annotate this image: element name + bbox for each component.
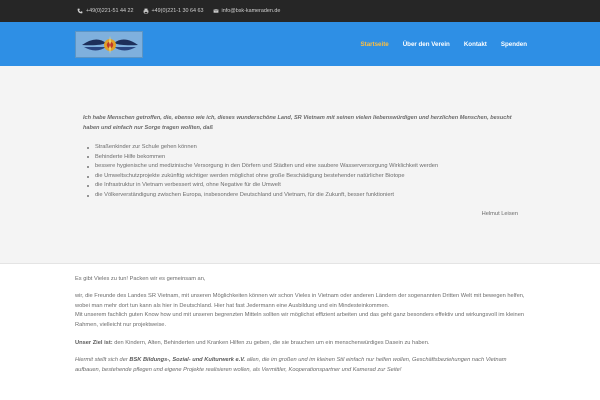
quote-section (0, 66, 600, 264)
nav-spenden[interactable]: Spenden (500, 40, 527, 48)
email-contact[interactable] (213, 8, 281, 14)
fax-number: +49(0)221-1 30 64 63 (151, 8, 204, 14)
phone-contact[interactable] (77, 8, 134, 14)
list-item: Behinderte Hilfe bekommen (86, 153, 526, 163)
main-content (75, 275, 525, 384)
envelope-icon (213, 8, 219, 14)
fax-icon (143, 8, 149, 14)
main-navbar (0, 22, 600, 66)
list-item: die Infrastruktur in Vietnam verbessert wird, ohne Negative für die Umwelt (86, 181, 526, 191)
phone-number: +49(0)221-51 44 22 (86, 8, 134, 14)
list-item: bessere hygienische und medizinische Versorgung in den Dörfern und Städten und eine saubere Wasserversorgung Wirklichkeit werden (86, 162, 526, 172)
quote-text: Ich habe Menschen getroffen, die, ebenso wie ich, dieses wunderschöne Land, SR Vietnam mit seinen vielen liebenswürdigen und herzlichen Menschen, besucht haben und einfach nur Sorge tragen wollten, daß (83, 115, 512, 131)
closing-pre: Hiermit stellt sich der (75, 357, 130, 364)
site-logo[interactable] (75, 31, 143, 58)
paragraph (75, 292, 525, 330)
phone-icon (77, 8, 83, 14)
paragraph-text: wir, die Freunde des Landes SR Vietnam, mit unseren Möglichkeiten können wir schon Vieles in Vietnam oder anderen Ländern der sogenannten Dritten Welt mit bewegen helfen, wobei man mehr dort tun kann als hier in Deutschland. Hier hat fast Jedermann eine Ausbildung und ein Mindesteinkommen. (75, 293, 525, 309)
list-item: die Völkerverständigung zwischen Europa, insbesondere Deutschland und Vietnam, für die Zukunft, besser funktioniert (86, 191, 526, 201)
goal-label: Unser Ziel ist: (75, 339, 113, 346)
closing-post: allen, die im großen und im kleinen Stil einfach nur helfen wollen, Geschäftsbeziehungen nach Vietnam aufbauen, bestehende pflegen und eigene Projekte realisieren wollen, als Vermittler, Kooperationspartner und Kamerad zur Seite! (75, 357, 507, 373)
goals-list (86, 143, 526, 201)
goal-text: den Kindern, Alten, Behinderten und Kranken Hilfen zu geben, die sie brauchen um ein menschenwürdiges Dasein zu haben. (112, 339, 430, 346)
closing-paragraph (75, 356, 525, 375)
main-nav (347, 22, 528, 66)
nav-startseite[interactable]: Startseite (360, 40, 389, 48)
list-item: Straßenkinder zur Schule gehen können (86, 143, 526, 153)
quote-author: Helmut Leisen (481, 211, 518, 217)
email-address: info@bsk-kameraden.de (221, 8, 281, 14)
top-contact-bar (0, 0, 600, 22)
fax-contact[interactable] (143, 8, 204, 14)
paragraph-text: Mit unserem fachlich guten Know how und mit unseren begrenzten Mitteln sollten wir möglichst effizient arbeiten und das geht ganz besonders effektiv und wirkungsvoll im kleinen Rahmen, vielleicht nur projektweise. (75, 312, 525, 328)
list-item: die Umweltschutzprojekte zukünftig wichtiger werden möglichst ohne große Beschädigung bestehender natürlicher Biotope (86, 172, 526, 182)
nav-ueber-den-verein[interactable]: Über den Verein (402, 40, 450, 48)
goal-paragraph (75, 339, 525, 348)
organization-name: BSK Bildungs-, Sozial- und Kulturwerk e.V. (129, 357, 246, 364)
intro-text: Es gibt Vieles zu tun! Packen wir es gemeinsam an, (75, 276, 206, 282)
nav-kontakt[interactable]: Kontakt (463, 40, 487, 48)
